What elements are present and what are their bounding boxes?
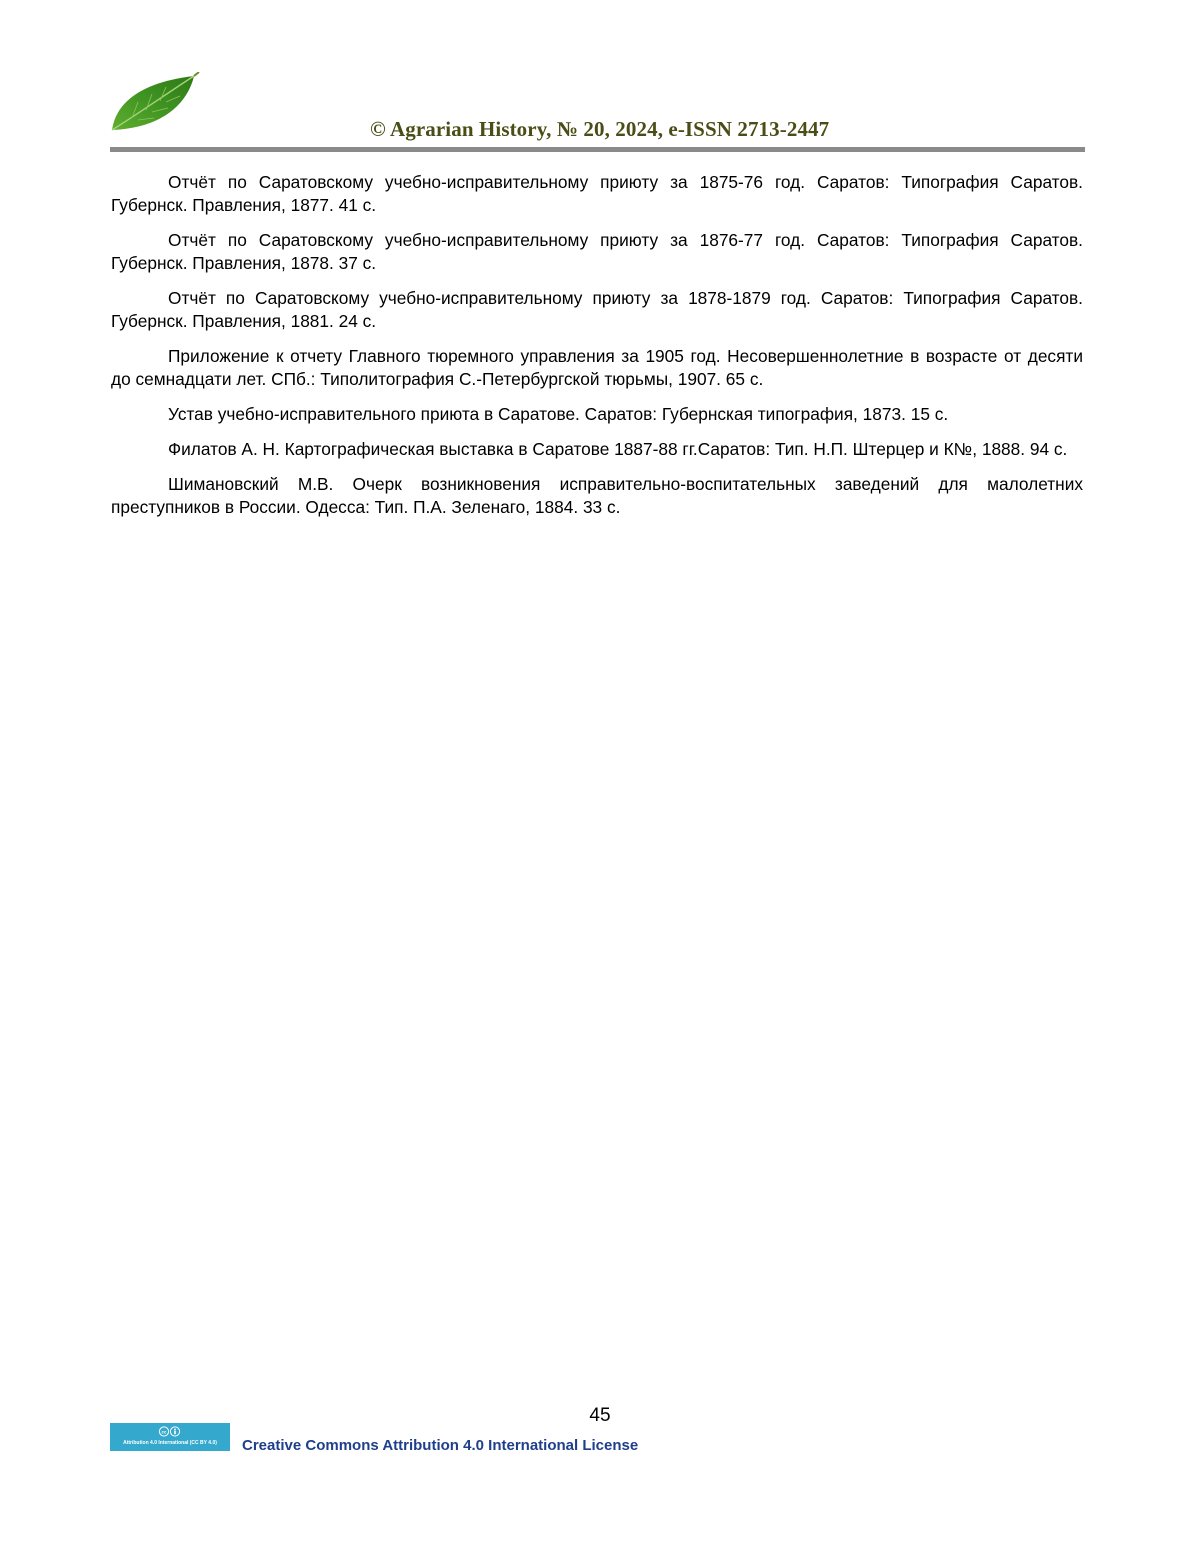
reference-item: Приложение к отчету Главного тюремного управления за 1905 год. Несовершеннолетние в возрасте от десяти до семнадцати лет. СПб.: Типолитография С.-Петербургской тюрьмы, 1907. 65 с.	[111, 346, 1083, 389]
reference-item: Шимановский М.В. Очерк возникновения исправительно-воспитательных заведений для малолетних преступников в России. Одесса: Тип. П.А. Зеленаго, 1884. 33 с.	[111, 474, 1083, 517]
svg-text:cc: cc	[161, 1429, 167, 1435]
reference-item: Отчёт по Саратовскому учебно-исправительному приюту за 1876-77 год. Саратов: Типография Саратов. Губернск. Правления, 1878. 37 с.	[111, 230, 1083, 273]
journal-title: © Agrarian History, № 20, 2024, e-ISSN 2713-2447	[370, 117, 830, 141]
reference-list	[111, 171, 1083, 531]
cc-by-icon	[158, 1426, 182, 1437]
cc-license-badge[interactable]	[110, 1423, 230, 1451]
license-link[interactable]: Creative Commons Attribution 4.0 International License	[242, 1437, 639, 1454]
reference-item: Отчёт по Саратовскому учебно-исправительному приюту за 1878-1879 год. Саратов: Типография Саратов. Губернск. Правления, 1881. 24 с.	[111, 288, 1083, 331]
header-divider	[110, 147, 1085, 152]
cc-badge-label: Attribution 4.0 International (CC BY 4.0)	[123, 1440, 217, 1446]
reference-item: Устав учебно-исправительного приюта в Саратове. Саратов: Губернская типография, 1873. 15 с.	[168, 404, 949, 424]
green-leaf-icon	[108, 72, 200, 134]
reference-item: Отчёт по Саратовскому учебно-исправительному приюту за 1875-76 год. Саратов: Типография Саратов. Губернск. Правления, 1877. 41 с.	[111, 172, 1083, 215]
reference-item: Филатов А. Н. Картографическая выставка в Саратове 1887-88 гг.Саратов: Тип. Н.П. Штерцер и К№, 1888. 94 с.	[168, 439, 1068, 459]
page-number: 45	[589, 1405, 611, 1426]
